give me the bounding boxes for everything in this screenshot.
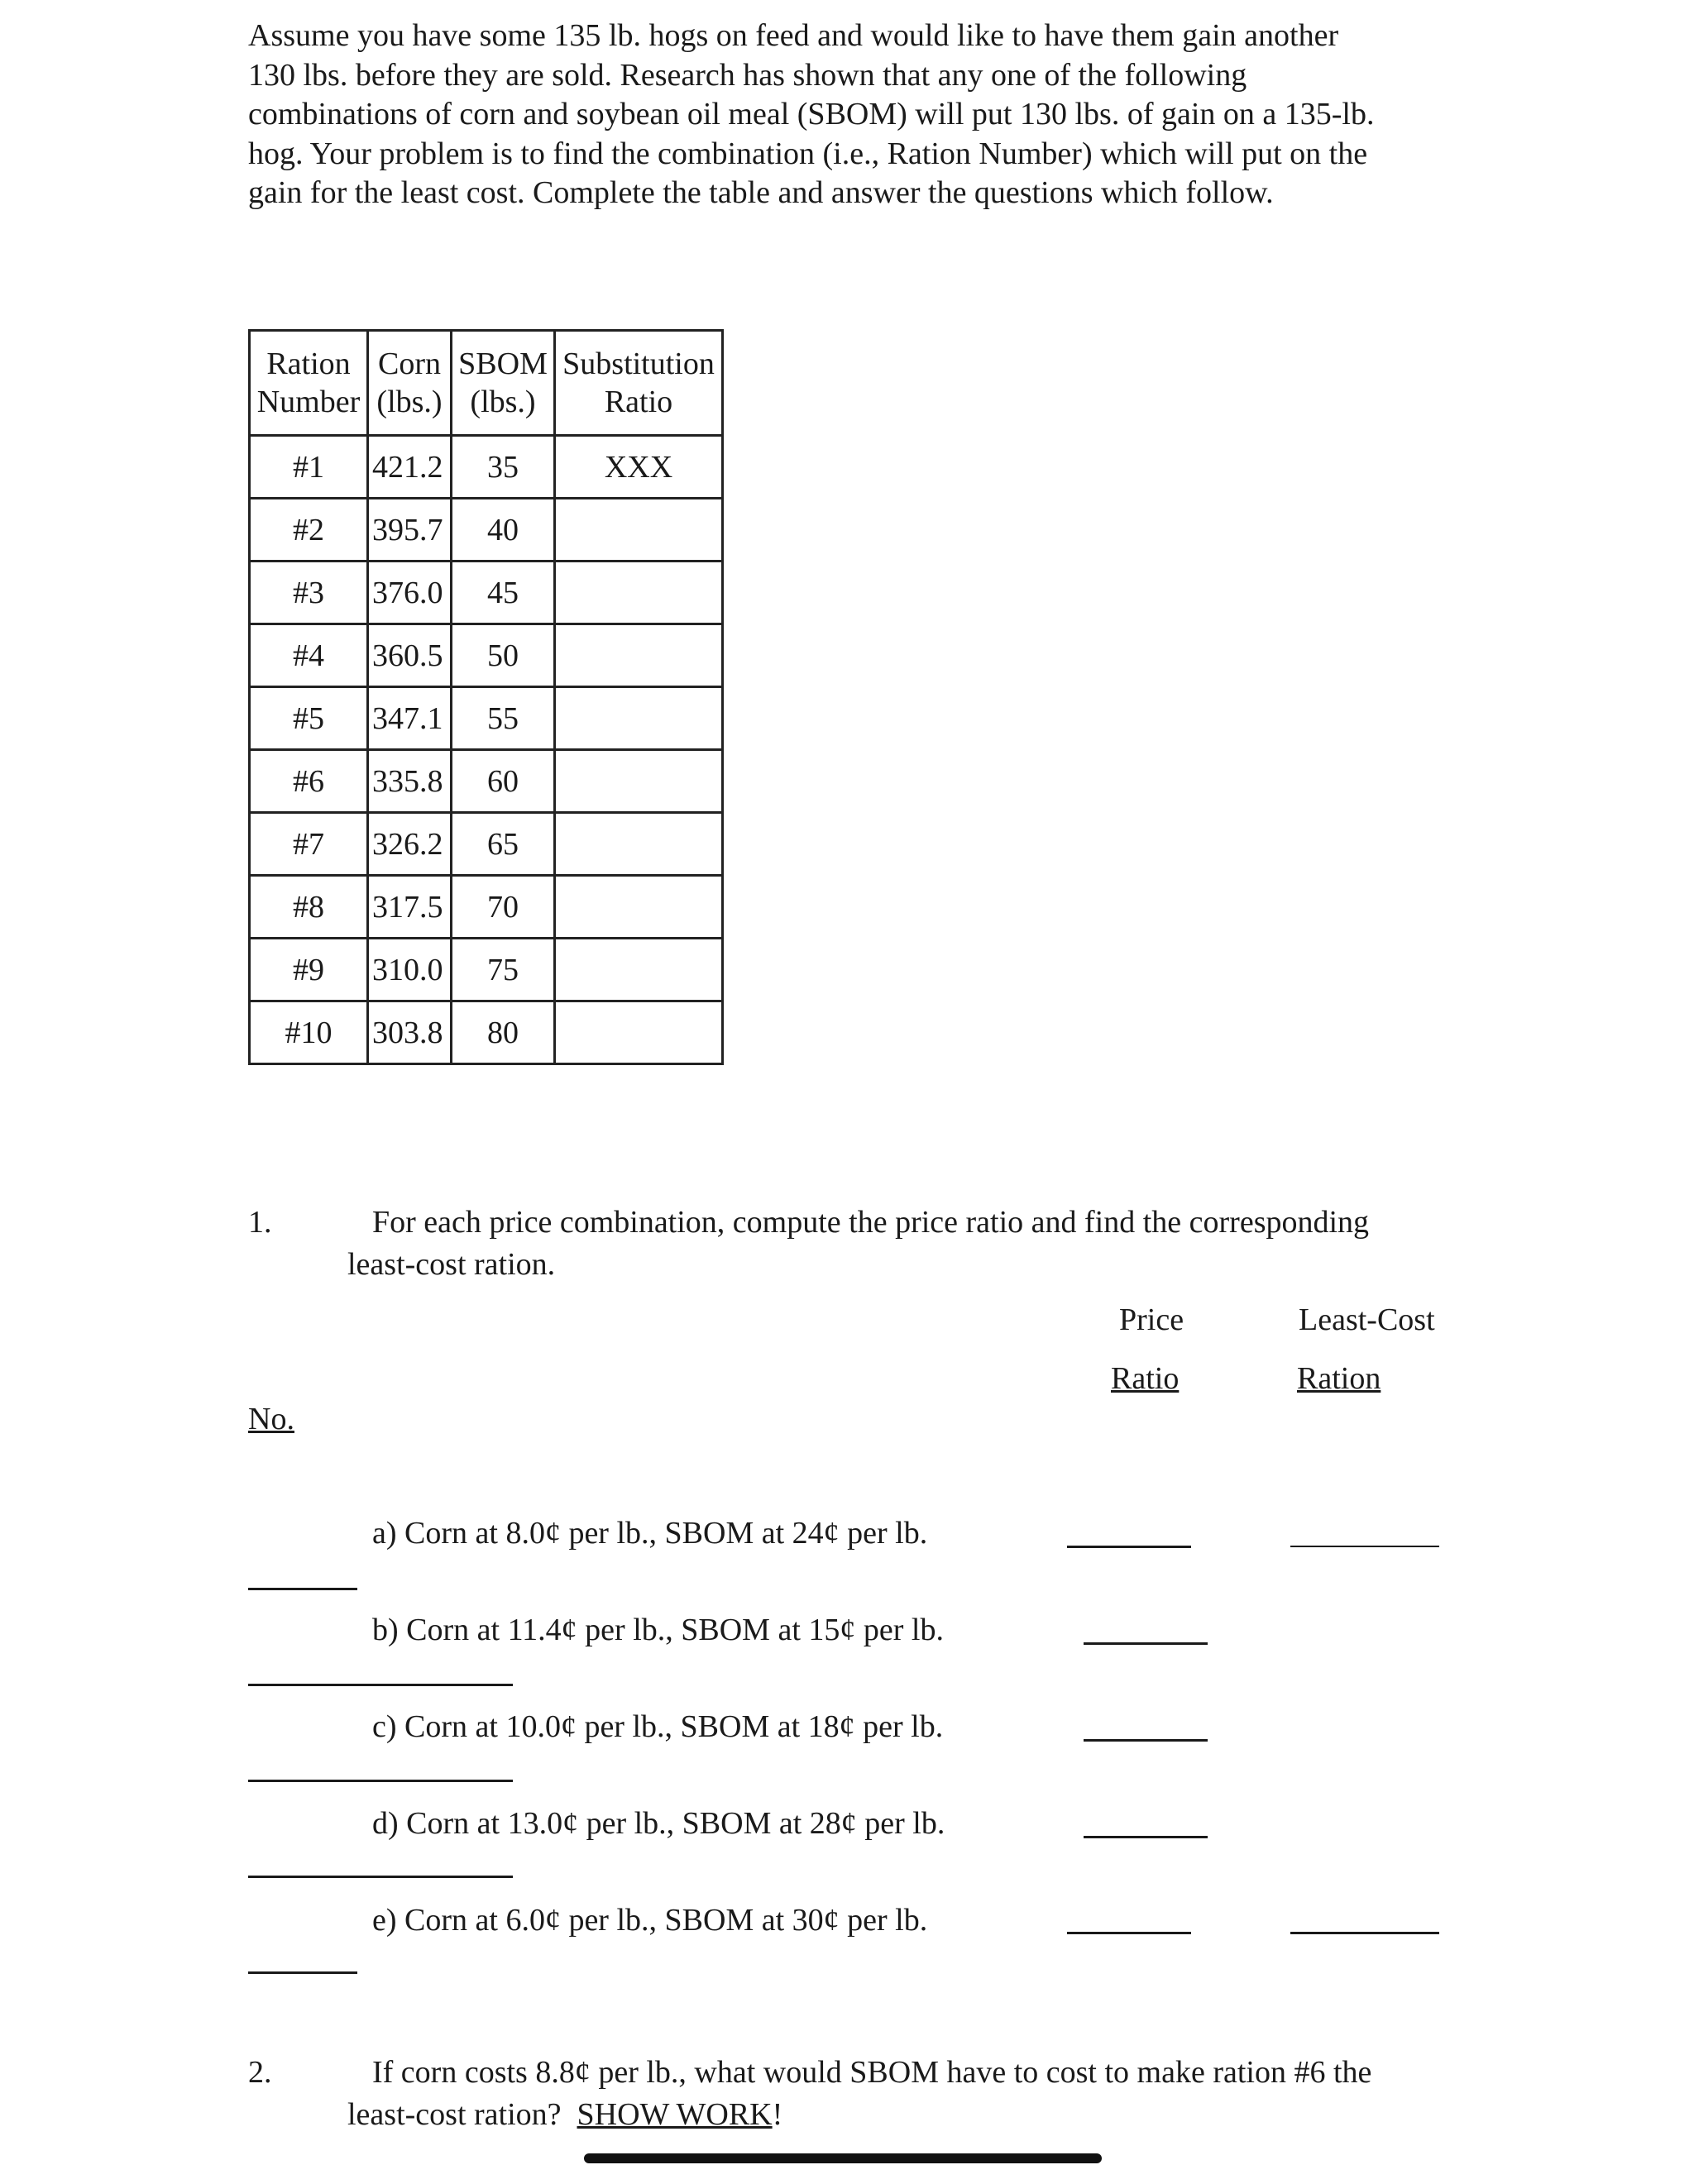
corn-cell: 335.8 <box>368 750 452 813</box>
corn-cell: 326.2 <box>368 813 452 876</box>
answer-blank-price-ratio-b[interactable] <box>1084 1642 1208 1645</box>
substitution-ratio-cell[interactable] <box>555 939 723 1001</box>
substitution-ratio-cell[interactable] <box>555 562 723 624</box>
intro-line: hog. Your problem is to find the combination (i.e., Ration Number) which will put on the <box>248 136 1368 171</box>
ration-number-cell: #7 <box>250 813 368 876</box>
sbom-cell: 65 <box>452 813 555 876</box>
intro-line: 130 lbs. before they are sold. Research has shown that any one of the following <box>248 57 1247 93</box>
table-row <box>250 813 723 876</box>
sbom-cell: 80 <box>452 1001 555 1064</box>
price-column-label-top: Price <box>1119 1302 1184 1337</box>
question-2-line2-prefix: least-cost ration? <box>347 2097 577 2132</box>
answer-blank-price-ratio-d[interactable] <box>1084 1836 1208 1838</box>
substitution-ratio-cell[interactable] <box>555 687 723 750</box>
home-indicator-bar[interactable] <box>584 2153 1102 2163</box>
intro-line: gain for the least cost. Complete the table and answer the questions which follow. <box>248 175 1274 210</box>
answer-blank-least-cost-a[interactable] <box>1290 1546 1439 1547</box>
table-row <box>250 436 723 499</box>
table-row <box>250 876 723 939</box>
substitution-ratio-cell[interactable] <box>555 624 723 687</box>
answer-blank-no-d[interactable] <box>248 1876 513 1878</box>
price-item-b: b) Corn at 11.4¢ per lb., SBOM at 15¢ per lb. <box>372 1613 944 1647</box>
price-item-e: e) Corn at 6.0¢ per lb., SBOM at 30¢ per lb. <box>372 1903 928 1938</box>
intro-line: combinations of corn and soybean oil meal (SBOM) will put 130 lbs. of gain on a 135-lb. <box>248 97 1375 131</box>
question-1-text-line2: least-cost ration. <box>347 1247 556 1282</box>
corn-cell: 317.5 <box>368 876 452 939</box>
table-row <box>250 499 723 562</box>
question-2-line2-suffix: ! <box>772 2097 783 2132</box>
sbom-cell: 70 <box>452 876 555 939</box>
table-row <box>250 562 723 624</box>
table-row <box>250 939 723 1001</box>
no-column-header: No. <box>248 1402 294 1436</box>
sbom-cell: 45 <box>452 562 555 624</box>
price-ratio-column-header: Ratio <box>1111 1361 1180 1396</box>
answer-blank-no-c[interactable] <box>248 1780 513 1782</box>
intro-paragraph <box>248 17 1456 213</box>
sbom-cell: 50 <box>452 624 555 687</box>
question-2-text-line2 <box>347 2095 782 2134</box>
least-cost-column-label-top: Least-Cost <box>1299 1302 1435 1337</box>
corn-cell: 395.7 <box>368 499 452 562</box>
header-substitution-ratio: Substitution Ratio <box>555 331 723 436</box>
question-2-text-line1: If corn costs 8.8¢ per lb., what would SBOM have to cost to make ration #6 the <box>372 2055 1372 2090</box>
price-item-d: d) Corn at 13.0¢ per lb., SBOM at 28¢ per lb. <box>372 1806 945 1841</box>
answer-blank-price-ratio-a[interactable] <box>1067 1546 1191 1548</box>
question-2-number: 2. <box>248 2055 272 2090</box>
corn-cell: 347.1 <box>368 687 452 750</box>
ration-number-cell: #10 <box>250 1001 368 1064</box>
corn-cell: 310.0 <box>368 939 452 1001</box>
table-row <box>250 624 723 687</box>
sbom-cell: 60 <box>452 750 555 813</box>
question-1-text-line1: For each price combination, compute the price ratio and find the corresponding <box>372 1205 1370 1240</box>
header-ration-number: Ration Number <box>250 331 368 436</box>
answer-blank-no-b[interactable] <box>248 1684 513 1686</box>
header-sbom: SBOM (lbs.) <box>452 331 555 436</box>
ration-number-cell: #5 <box>250 687 368 750</box>
ration-number-cell: #6 <box>250 750 368 813</box>
sbom-cell: 55 <box>452 687 555 750</box>
ration-number-cell: #9 <box>250 939 368 1001</box>
table-row <box>250 1001 723 1064</box>
answer-blank-price-ratio-e[interactable] <box>1067 1932 1191 1934</box>
substitution-ratio-cell[interactable] <box>555 813 723 876</box>
answer-blank-no-e[interactable] <box>248 1971 357 1974</box>
substitution-ratio-cell[interactable] <box>555 1001 723 1064</box>
sbom-cell: 35 <box>452 436 555 499</box>
corn-cell: 376.0 <box>368 562 452 624</box>
corn-cell: 360.5 <box>368 624 452 687</box>
table-row <box>250 750 723 813</box>
substitution-ratio-cell: XXX <box>555 436 723 499</box>
answer-blank-least-cost-e[interactable] <box>1290 1932 1439 1934</box>
table-row <box>250 687 723 750</box>
corn-cell: 421.2 <box>368 436 452 499</box>
answer-blank-no-a[interactable] <box>248 1588 357 1590</box>
ration-number-cell: #4 <box>250 624 368 687</box>
ration-number-cell: #3 <box>250 562 368 624</box>
table-header-row <box>250 331 723 436</box>
substitution-ratio-cell[interactable] <box>555 750 723 813</box>
header-corn: Corn (lbs.) <box>368 331 452 436</box>
ration-number-cell: #1 <box>250 436 368 499</box>
ration-number-cell: #2 <box>250 499 368 562</box>
intro-line: Assume you have some 135 lb. hogs on feed and would like to have them gain another <box>248 18 1339 53</box>
show-work-instruction: SHOW WORK <box>577 2097 773 2132</box>
question-1-number: 1. <box>248 1205 272 1240</box>
ration-table <box>248 329 724 1065</box>
corn-cell: 303.8 <box>368 1001 452 1064</box>
ration-number-cell: #8 <box>250 876 368 939</box>
price-item-a: a) Corn at 8.0¢ per lb., SBOM at 24¢ per lb. <box>372 1516 928 1551</box>
substitution-ratio-cell[interactable] <box>555 876 723 939</box>
least-cost-ration-column-header: Ration <box>1297 1361 1381 1396</box>
answer-blank-price-ratio-c[interactable] <box>1084 1739 1208 1742</box>
sbom-cell: 40 <box>452 499 555 562</box>
price-item-c: c) Corn at 10.0¢ per lb., SBOM at 18¢ per lb. <box>372 1709 944 1744</box>
substitution-ratio-cell[interactable] <box>555 499 723 562</box>
sbom-cell: 75 <box>452 939 555 1001</box>
